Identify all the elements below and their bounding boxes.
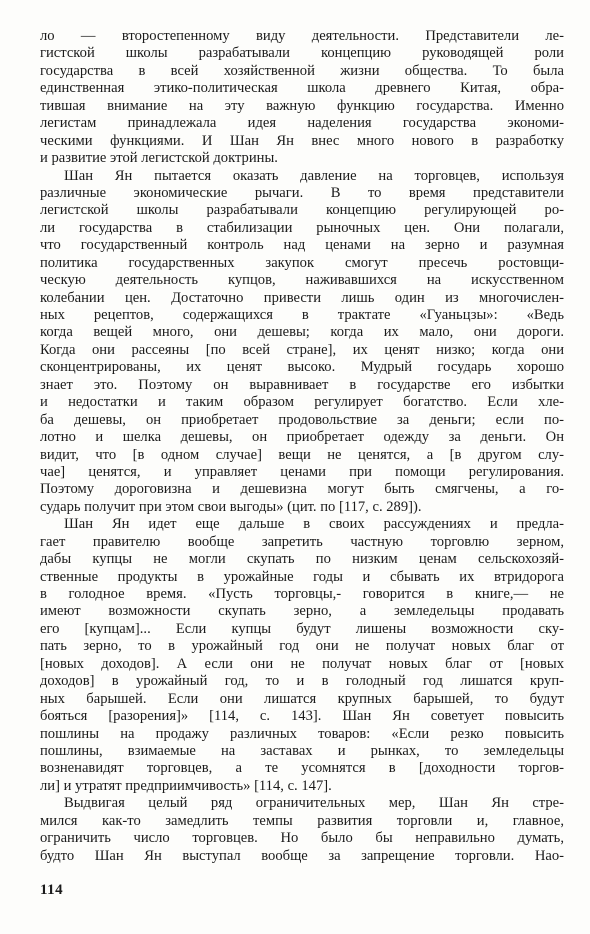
text-line: гистской школы разрабатывали концепцию руководящей роли (40, 45, 564, 62)
text-line: тившая внимание на эту важную функцию государства. Именно (40, 97, 564, 114)
text-line: ли государства в стабилизации рыночных цен. Они полагали, (40, 219, 564, 236)
text-line: пошлины на продажу различных товаров: «Если резко повысить (40, 725, 564, 742)
text-line: бояться [разорения]» [114, с. 143]. Шан Ян советует повысить (40, 708, 564, 725)
text-line: легистской школы разрабатывали концепцию регулирующей ро- (40, 202, 564, 219)
text-line: единственная этико-политическая школа древнего Китая, обра- (40, 80, 564, 97)
text-line: дабы купцы не могли скупать по низким ценам сельскохозяй- (40, 551, 564, 568)
text-line: ческую деятельность купцов, наживавшихся на искусственном (40, 272, 564, 289)
text-line: Поэтому дороговизна и дешевизна могут быть смягчены, а го- (40, 481, 564, 498)
text-line: государства в всей хозяйственной жизни общества. То была (40, 62, 564, 79)
text-line: сударь получит при этом свои выгоды» (цит. по [117, с. 289]). (40, 498, 422, 515)
text-line: ных рецептов, содержащихся в трактате «Гуаньцзы»: «Ведь (40, 307, 564, 323)
text-line: ственные продукты в урожайные годы и сбывать их втридорога (40, 568, 564, 585)
text-line: когда вещей много, они дешевы; когда их мало, они дороги. (40, 324, 564, 341)
body-text (40, 28, 564, 865)
text-line: легистам принадлежала идея наделения государства экономи- (40, 115, 564, 132)
text-line: гает правителю вообще запретить частную торговлю зерном, (40, 533, 564, 550)
text-line: чае] ценятся, и управляет ценами при помощи регулирования. (40, 463, 564, 480)
paragraph-first-line: Шан Ян пытается оказать давление на торговцев, используя (64, 167, 564, 184)
text-line: будто Шан Ян выступал вообще за запрещение торговли. Нао- (40, 847, 564, 864)
text-line: его [купцам]... Если купцы будут лишены возможности ску- (40, 620, 564, 637)
text-line: в голодное время. «Пусть торговцы,- говорится в книге,— не (40, 586, 564, 602)
text-line: политика государственных закупок смогут пресечь ростовщи- (40, 254, 564, 271)
text-line: ли] и утратят предприимчивость» [114, с. 147]. (40, 777, 332, 794)
text-line: ограничить число торговцев. Но было бы неправильно думать, (40, 830, 564, 847)
text-line: пошлины, взимаемые на заставах и рынках, то земледельцы (40, 742, 564, 759)
text-line: ло — второстепенному виду деятельности. Представители ле- (40, 28, 564, 44)
page-number: 114 (40, 882, 64, 898)
text-line: что государственный контроль над ценами на зерно и разумная (40, 237, 564, 254)
text-line: различные экономические рычаги. В то время представители (40, 184, 564, 201)
text-line: видит, что [в одном случае] вещи не ценятся, а [в другом слу- (40, 446, 564, 463)
text-line: Когда они рассеяны [по всей стране], их ценят низко; когда они (40, 341, 564, 358)
text-line: [новых доходов]. А если они не получат новых благ от [новых (40, 655, 564, 672)
text-line: пать зерно, то в урожайный год они не получат новых благ от (40, 638, 564, 655)
paragraph-first-line: Шан Ян идет еще дальше в своих рассуждениях и предла- (64, 516, 564, 533)
text-line: и развитие этой легистской доктрины. (40, 150, 278, 167)
text-line: ных барышей. Если они лишатся крупных барышей, то будут (40, 690, 564, 707)
text-line: сконцентрированы, их ценят высоко. Мудрый государь хорошо (40, 359, 564, 376)
text-line: и недостатки и таким образом регулирует богатство. Если хле- (40, 394, 564, 411)
text-line: ческими функциями. И Шан Ян внес много нового в разработку (40, 132, 564, 149)
text-line: знает это. Поэтому он выравнивает в государстве его избытки (40, 376, 564, 393)
paragraph-first-line: Выдвигая целый ряд ограничительных мер, Шан Ян стре- (64, 795, 564, 812)
text-line: доходов] в урожайный год, то и в голодный год лишатся круп- (40, 673, 564, 690)
text-line: лотно и шелка дешевы, он приобретает одежду за деньги. Он (40, 429, 564, 446)
text-line: мился как-то замедлить темпы развития торговли и, главное, (40, 812, 564, 829)
text-line: ба дешевы, он приобретает продовольствие за деньги; если по- (40, 411, 564, 428)
text-line: имеют возможности скупать зерно, а земледельцы продавать (40, 603, 564, 620)
text-line: колебании цен. Достаточно привести лишь один из многочислен- (40, 289, 564, 306)
text-line: возненавидят торговцев, а те усомнятся в [доходности торгов- (40, 760, 564, 777)
